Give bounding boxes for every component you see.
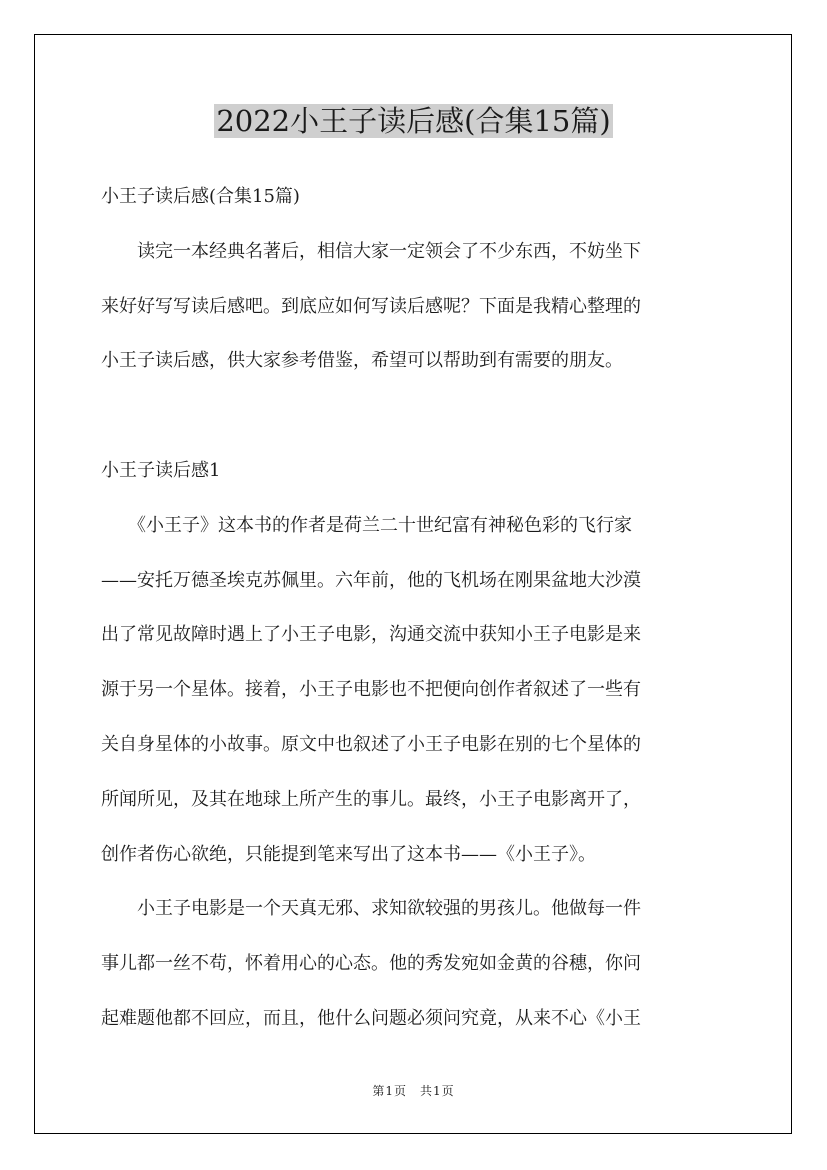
paragraph-line: 事儿都一丝不苟，怀着用心的心态。他的秀发宛如金黄的谷穗，你问 [101, 953, 641, 975]
subtitle: 小王子读后感(合集15篇) [101, 186, 300, 207]
document-title-text: 2022小王子读后感(合集15篇) [216, 104, 611, 138]
intro-line: 来好好写写读后感吧。到底应如何写读后感呢？下面是我精心整理的 [101, 295, 641, 317]
paragraph-line: ——安托万德圣埃克苏佩里。六年前，他的飞机场在刚果盆地大沙漠 [101, 569, 641, 591]
paragraph-line: 小王子电影是一个天真无邪、求知欲较强的男孩儿。他做每一件 [101, 898, 641, 920]
document-body [101, 170, 726, 1047]
intro-line: 读完一本经典名著后，相信大家一定领会了不少东西，不妨坐下 [101, 240, 641, 262]
paragraph-line: 关自身星体的小故事。原文中也叙述了小王子电影在别的七个星体的 [101, 733, 641, 755]
paragraph-line: 起难题他都不回应，而且，他什么问题必须问究竟，从来不心《小王 [101, 1007, 641, 1029]
paragraph-line: 源于另一个星体。接着，小王子电影也不把便向创作者叙述了一些有 [101, 679, 641, 701]
paragraph-line: 《小王子》这本书的作者是荷兰二十世纪富有神秘色彩的飞行家 [101, 514, 632, 536]
paragraph-spacer [101, 389, 726, 444]
paragraph-line: 出了常见故障时遇上了小王子电影，沟通交流中获知小王子电影是来 [101, 624, 641, 646]
intro-line: 小王子读后感，供大家参考借鉴，希望可以帮助到有需要的朋友。 [101, 350, 623, 372]
paragraph-line: 创作者伤心欲绝，只能提到笔来写出了这本书——《小王子》。 [101, 843, 596, 865]
document-title [0, 100, 827, 142]
section-heading: 小王子读后感1 [101, 459, 221, 481]
paragraph-line: 所闻所见，及其在地球上所产生的事儿。最终，小王子电影离开了， [101, 788, 641, 810]
page-footer: 第1页 共1页 [372, 1084, 455, 1098]
